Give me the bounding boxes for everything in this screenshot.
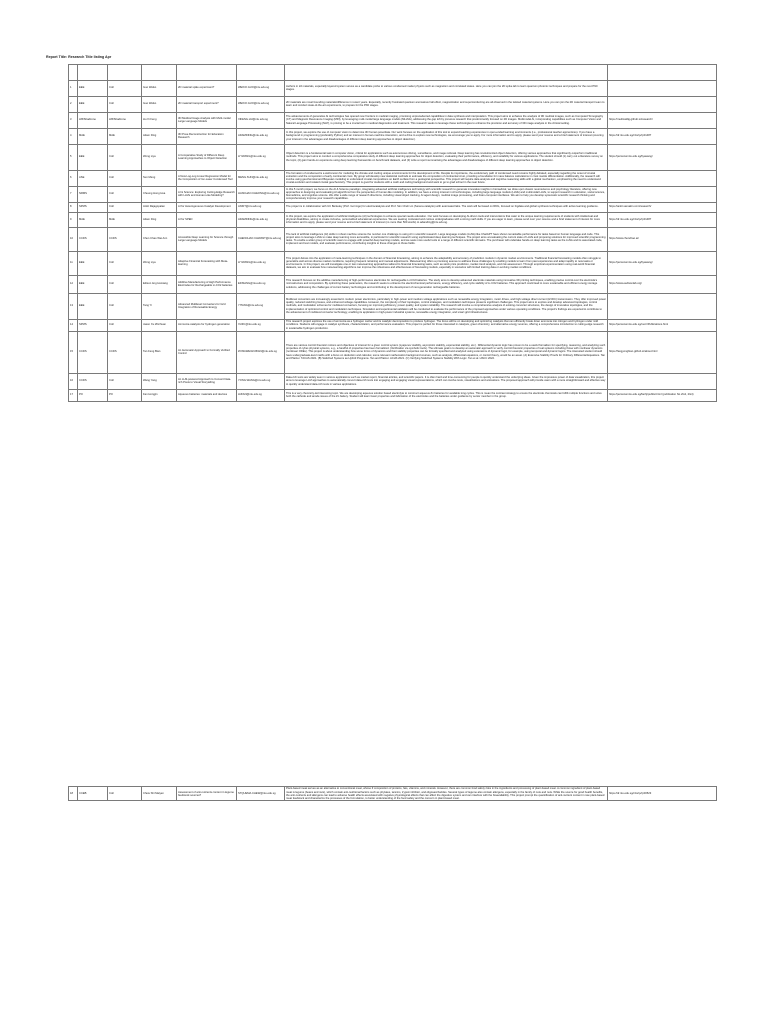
lab-cell: LIB/Shadzone: [108, 112, 142, 128]
row-number-cell: 2: [69, 96, 78, 112]
department-cell: NRMS: [78, 186, 108, 202]
faculty-cell: Wang Yang: [142, 373, 177, 389]
description-cell: In this 5 month project, we focus on the AI & Science paradigm, integrating advanced artificial intelligence technology with scientific research to generate innovative insights in biomedical, we draw upon classic neuroscience and psychology literature, offering new approaches to designing and evaluating AI algorithms from the perspective of human-like modeling. In addition, we have a strong interest in AI technologies, including large language models (LLMs) and multimodal LLMs, to support research in education, social science, biomedicine, and cognitive science. We offer a wide range of research directions, including visual object tracking, AI agent design, medical image processing, and brain-computer interfaces. We aim to help you develop systematic scientific research thinking and comprehensively improve your research capabilities.: [285, 186, 608, 202]
department-cell: SPMS: [78, 319, 108, 331]
row-number-cell: 14: [69, 319, 78, 331]
faculty-cell: Adam Ding: [142, 128, 177, 144]
description-cell: Multilevel converters are increasingly essential in modern power electronics, particularly in high-power and medium-voltage applications such as renewable energy integration, motor drives, and high-voltage direct current (HVDC) transmission. They offer improved power quality, reduced switching losses, and enhanced voltage capabilities. However, the complexity of their topologies, control strategies, and modulation techniques presents significant challenges. This project aims to explore and develop advanced topologies, control methods, and modulation schemes for multilevel converters, focusing on improving efficiency, power quality, and system reliability. The research will involve a comprehensive analysis of existing converter structures, the design of innovative topologies, and the implementation of optimized control and modulation techniques. Simulation and experimental validation will be conducted to evaluate the performance of the proposed approaches under various operating conditions. The project's findings are expected to contribute to the advancement of multilevel converter technology, enabling its application in high-power industrial systems, renewable energy integration, and smart grid infrastructures.: [285, 293, 608, 319]
project-title-cell: 2D material spike experiment?: [177, 80, 237, 96]
header-cell: [608, 65, 717, 81]
table-row: [69, 128, 717, 144]
lab-cell: PO: [108, 389, 142, 401]
table-row: [69, 251, 717, 275]
department-cell: EEE: [78, 251, 108, 275]
department-cell: EEE: [78, 80, 108, 96]
faculty-cell: Chew Shi Maiyen: [142, 787, 177, 801]
project-title-cell: Additive Manufacturing of High Performance Electrodes for Rechargeable Li-CO2 batteries: [177, 275, 237, 293]
link-cell: [608, 373, 717, 389]
header-cell: [142, 65, 177, 81]
link-cell[interactable]: https://personal.ntu.edu.sg/liyawang/: [608, 251, 717, 275]
lab-cell: Coll: [108, 787, 142, 801]
lab-cell: Coll: [108, 96, 142, 112]
lab-cell: Coll: [108, 373, 142, 389]
link-cell[interactable]: https://dr.ntu.edu.sg/cris/rp/rp01487: [608, 128, 717, 144]
row-number-cell: 7: [69, 186, 78, 202]
description-cell: 2D materials are novel bounding materials/difference in recent years. Especially, recently frustrated quantum anomalous hall effect, magnetization and superconducting are all observed in the twisted material systems. Here you can join the 2D material transport team to learn and conduct state-of-the-art experiments, to prepare for the PhD stages.: [285, 96, 608, 112]
department-cell: EEE: [78, 293, 108, 319]
project-title-cell: An LLM-powered Approach to Convert Data-rich Posts to Visual Storytelling: [177, 373, 237, 389]
lab-cell: Coll: [108, 275, 142, 293]
email-cell: EDISANG@ntu.edu.sg: [237, 275, 285, 293]
header-cell: [78, 65, 108, 81]
department-cell: CCDS: [78, 331, 108, 373]
project-title-cell: Adaptive Financial Forecasting with Meta-learning: [177, 251, 237, 275]
row-number-cell: 18: [69, 787, 78, 801]
link-cell[interactable]: https://www.chenchao.ai/: [608, 227, 717, 251]
header-cell: [237, 65, 285, 81]
link-cell: [608, 186, 717, 202]
row-number-cell: 12: [69, 275, 78, 293]
email-cell: ANKIT@ntu.edu.sg: [237, 202, 285, 212]
department-cell: MAE: [78, 128, 108, 144]
lab-cell: Coll: [108, 293, 142, 319]
email-cell: HANCHAO.CHEONG@ntu.edu.sg: [237, 186, 285, 202]
link-cell[interactable]: https://dr.ntu.edu.sg/cris/rp/rp01487: [608, 212, 717, 227]
lab-cell: CCDS: [108, 331, 142, 373]
lab-cell: Coll: [108, 251, 142, 275]
table-row: [69, 80, 717, 96]
email-cell: XUZC@ntu.edu.sg: [237, 319, 285, 331]
faculty-cell: Fan Hongjin: [142, 389, 177, 401]
email-cell: ADAMDING@ntu.edu.sg: [237, 128, 285, 144]
description-cell: Plant-based meat serves as an alternative to conventional meat, whose # composition of proteins, fats, vitamins, and minerals. However, there are common food safety risks in the ingredients and processing of plant-based meat. A common ingredient of plant-based meat is legume (beans and nuts), which contain anti-nutritional factors such as phytates, tannins, trypsin inhibitor, and oligosaccharides. Several types of legume also contain allergens, especially in the family of nuts and nuts. While the source for good health benefits, the anti-nutrients and allergens can lead to adverse health effects associated with negative physiological effects that can affect the digestive system and can interfere with the bioavailability. This project prompt the quantification of anti-nutrient content in raw plant-based meat feedstock and characterize the processes of the formulation, to better understanding of the food safety and the concern in plant-based meat.: [285, 787, 608, 801]
description-cell: This research project explores the use of ammonia as a hydrogen carrier and its catalytic decomposition to produce hydrogen. The focus will be on developing and optimizing catalysts that can efficiently break down ammonia into nitrogen and hydrogen under mild conditions. Students will engage in catalyst synthesis, characterization, and performance evaluation. This project is perfect for those interested in catalysis, green chemistry, and alternative energy sources, offering a comprehensive introduction to cutting-edge research in sustainable hydrogen production.: [285, 319, 608, 331]
department-cell: ASE: [78, 170, 108, 186]
lab-cell: Coll: [108, 80, 142, 96]
table-row: [69, 144, 717, 170]
department-cell: EEE: [78, 96, 108, 112]
project-title-cell: 3D Medical Image Analysis with Multi-modal Large Language Models: [177, 112, 237, 128]
description-cell: There are various control theoretic notions and objectives of interest for a given control system (Lyapunov stability, asymptotic stability, exponential stability, etc.). Differential dynamic logic has proven to be a useful formalism for specifying, reasoning, and analyzing such properties of cyber-physical systems, e.g., a handful of properties has been formalized. (Verification via symbolic tools). The ultimate goal is to develop an automatic approach to verify control theoretic properties of real systems including those with nonlinear dynamics (nonlinear ODEs). This project is about understanding how some forms of dynamics and their stability properties can be formally specified and analyzed using extensions of dynamic logic, for example, using temporal and dynamic logics. The interested student should have undergraduate-level maths with a focus on deduction and calculus; some relevant mathematics background courses, such as analysis, differential equations, or control theory, would be an asset. (A) Extensive Stability Proofs for Ordinary Differential Equations. Tan and Platzer. TACAS 2021. (B) Switched Systems as Hybrid Programs. Tan and Platzer. ACHS 2021. (C) Verifying Switched Systems Stability With Logic. Tan et al. HSCC 2022.: [285, 331, 608, 373]
description-cell: This research focuses on the additive manufacturing of high-performance electrodes for rechargeable Li-CO2 batteries. The study aims to develop advanced electrode materials using innovative 3D printing techniques, enabling precise control over the electrode's microstructure and composition. By optimizing these parameters, the research seeks to enhance the electrochemical performance, energy efficiency, and cycle stability of Li-CO2 batteries. This approach could lead to more sustainable and efficient energy storage solutions, addressing the challenges of current battery technologies and contributing to the development of next-generation rechargeable batteries.: [285, 275, 608, 293]
header-row: [69, 65, 717, 81]
faculty-cell: Edison Ang Huixiang: [142, 275, 177, 293]
project-title-cell: Ammonia catalysts for hydrogen generation: [177, 319, 237, 331]
lab-cell: Coll: [108, 170, 142, 186]
row-number-cell: 8: [69, 202, 78, 212]
email-cell: WEIKO.GUO@ntu.edu.sg: [237, 80, 285, 96]
link-cell[interactable]: https://dr.ntu.edu.sg/cris/rp/rp00523: [608, 787, 717, 801]
faculty-cell: Wong Liya: [142, 251, 177, 275]
table-row: [69, 787, 717, 801]
email-cell: XIFENG.HU@ntu.edu.sg: [237, 112, 285, 128]
table-row: [69, 275, 717, 293]
lab-cell: CCDS: [108, 227, 142, 251]
row-number-cell: 4: [69, 128, 78, 144]
lab-cell: Coll: [108, 202, 142, 212]
description-cell: The project is in collaboration with UC Berkeley (Prof. Gori Ago) for electrocatalysis and Prof. Sim Cheh Lin (Serena catalysis) with automated labs. The work will be based on RDG, focused on bigdata and global synthesis techniques with active learning guidance.: [285, 202, 608, 212]
table-row: [69, 212, 717, 227]
faculty-cell: Cheung Hong Hua: [142, 186, 177, 202]
table-row: [69, 389, 717, 401]
research-listing-table: [68, 64, 717, 402]
lab-cell: Coll: [108, 186, 142, 202]
description-cell: In this project, we explore the use of computer vision to determine 3D human pose/data. Our work focuses on the application of this tool to expand teaching experiences in open-ended learning environments (i.e., professional teacher apprentices). If you have a background in programming (preferably Python) and an interest in human-machine interaction, and a drive to explore new technologies, we encourage you to apply. For more information and to apply, please send your resume and a brief statement of interest (covering your interest in the advantages and disadvantages of different deep learning approaches to object detection).: [285, 128, 608, 144]
description-cell: Object detection is a fundamental task in computer vision, critical for applications such as autonomous driving, surveillance, and image retrieval. Deep learning has revolutionized object detection, offering various approaches that significantly outperform traditional methods. This project aims to conduct a comprehensive comparative study of different deep learning approaches for object detection, evaluating their performance, efficiency, and suitability for various applications. The student should (1) carry out a literature survey on the topic, (2) gain hands-on experience using deep learning frameworks on benchmark datasets, and (3) write a report summarising the advantages and disadvantages of different deep learning approaches to object detection.: [285, 144, 608, 170]
row-number-cell: 1: [69, 80, 78, 96]
email-cell: STQUEMA.CHEW@ntu.edu.sg: [237, 787, 285, 801]
link-cell: [608, 80, 717, 96]
project-title-cell: AI & Science: Exploring Cutting-Edge Research with LLMs and Human-Like Modeling?: [177, 186, 237, 202]
department-cell: EEE: [78, 275, 108, 293]
email-cell: LIYWANG@ntu.edu.sg: [237, 144, 285, 170]
row-number-cell: 5: [69, 144, 78, 170]
row-number-cell: 15: [69, 331, 78, 373]
project-title-cell: Advanced Multilevel Converters for Grid Integration of Renewable Energy: [177, 293, 237, 319]
description-cell: This project delves into the application of meta-learning techniques in the domain of financial forecasting, aiming to enhance the adaptability and accuracy of prediction models in dynamic market environments. Traditional financial forecasting models often struggle to generalize well across diverse market conditions, requiring frequent retraining and manual adjustments. Meta-learning offers a promising avenue to address these challenges by enabling models to learn from past experiences and adapt rapidly to new tasks or environments. In this project, we will investigate one or two meta-learning approaches tailored to financial forecasting tasks, such as stock price prediction, market trend analysis, and risk assessment. Through empirical experimentation using real-world financial datasets, we aim to evaluate how meta-learning algorithms can improve the robustness and effectiveness of forecasting models, especially in scenarios with limited training data or evolving market conditions.: [285, 251, 608, 275]
lab-cell: Coll: [108, 144, 142, 170]
faculty-cell: Tang Yi: [142, 293, 177, 319]
link-cell[interactable]: https://ankit.sarvakin.com/research/: [608, 202, 717, 212]
link-cell[interactable]: https://personal.ntu.edu.sg/liyawang/: [608, 144, 717, 170]
project-title-cell: AI for Heterogeneous Catalyst Development: [177, 202, 237, 212]
project-title-cell: An Automatic Approach to Formally Verified Control: [177, 331, 237, 373]
email-cell: YITANG@ntu.edu.sg: [237, 293, 285, 319]
department-cell: CCDS: [78, 373, 108, 389]
link-cell: [608, 96, 717, 112]
department-cell: LIB/Shadzone: [78, 112, 108, 128]
project-title-cell: Aqueous batteries: materials and devices: [177, 389, 237, 401]
project-title-cell: A Comparative Study of Different Deep Learning Approaches to Object Detection: [177, 144, 237, 170]
faculty-cell: Sun Meng: [142, 170, 177, 186]
department-cell: CCDS: [78, 227, 108, 251]
table-row: [69, 373, 717, 389]
row-number-cell: 3: [69, 112, 78, 128]
lab-cell: MAE: [108, 212, 142, 227]
faculty-cell: Adam Ding: [142, 212, 177, 227]
faculty-cell: Guo Weiko: [142, 80, 177, 96]
project-title-cell: AI for SPED: [177, 212, 237, 227]
header-cell: [285, 65, 608, 81]
description-cell: Authors in 2d materials, especially layered system serves as a candidate probe to various condensed matter physics such as magnetism and correlated states. Here you can join the 2D spike lab to learn quantum photonic techniques and prepare for the next PhD stages.: [285, 80, 608, 96]
faculty-cell: Wong Liya: [142, 144, 177, 170]
header-cell: [69, 65, 78, 81]
email-cell: ADAMDING@ntu.edu.sg: [237, 212, 285, 227]
row-number-cell: 11: [69, 251, 78, 275]
row-number-cell: 13: [69, 293, 78, 319]
link-cell[interactable]: https://fangyongbian.github.io/about.html: [608, 331, 717, 373]
table-row: [69, 227, 717, 251]
department-cell: PO: [78, 389, 108, 401]
email-cell: CHENCHAO.CHWANT@ntu.edu.sg: [237, 227, 285, 251]
faculty-cell: Chen Chao Wei Ann: [142, 227, 177, 251]
email-cell: WEIKO.GUO@ntu.edu.sg: [237, 96, 285, 112]
report-title: Report Title: Research Title listing Apr: [46, 55, 112, 59]
department-cell: MAE: [78, 212, 108, 227]
description-cell: The lack of artificial intelligence (AI) skills in robust machine science the number one challenge to using AI in scientific research. Large language models (LLMs) like ChatGPT have shown remarkable performance for tasks based on human language and code. This project aims to leverage LLMs to make deep learning more accessible, in particular for scientific research using sophisticated deep learning techniques. The project aims at evaluating the current state of LLMs and proposing solutions for improved scientific programming tasks. To enable a wider group of scientific users to engage with powerful deep learning models, and we seek more useful tools to a range of different scientific domains. The purchaser will undertake hands-on deep learning tasks as the LLMs and its associated code, implement and test models, and evaluate performance, contributing insights to these changes to those fields.: [285, 227, 608, 251]
project-title-cell: Accessible Deep Learning for Science through Large Language Models: [177, 227, 237, 251]
table-row: [69, 96, 717, 112]
header-cell: [177, 65, 237, 81]
link-cell: [608, 170, 717, 186]
project-title-cell: 3D Pose Reconstruction for Education Research: [177, 128, 237, 144]
description-cell: The formation of condensed is a well-known for modeling the climate and cooling unique environments for the development of life. Despite its importance, the evolutionary path of condensed need remains highly debated, especially regarding the onset of crustal extraction and the composition of early continental crust. My group will develop new statistical methods to estimate the composition of continental crust, providing a foundation for mass balance calculations in crust mantle differentiation. Additionally, the research will involve using geochemical and Bayesian modeling to understand crustal compositions on Earth surface from a geological perspective. This project will require data analysis and cognitive reasoning skills with a global mechanism, emphasizing the need to understand crustal evolution and related crustal geochemistry. This project is good for students with a math and coding background and want to go to grad school in the near future.: [285, 170, 608, 186]
row-number-cell: 6: [69, 170, 78, 186]
table-row: [69, 331, 717, 373]
department-cell: CCEB: [78, 787, 108, 801]
description-cell: The advancements of generative AI technologies has opened new frontiers in medical imaging, promising unprecedented capabilities in data synthesis and interpretation. This project aims to enhance the analysis of 3D medical images, such as Computed Tomography (CT) and Magnetic Resonance Imaging (MRI), by leveraging multi-modal large language models (MLLMs), addressing the gap left by previous research that predominantly focused on 2D images. Multimodal AI, incorporating capabilities such as Computer Vision and Natural Language Processing (NLP), is proving to be a crucial tool in medical diagnostics and treatment. This research seeks to leverage these technologies to enhance the precision and accuracy of 3D image analysis in the clinical setting.: [285, 112, 608, 128]
description-cell: Data-rich texts are widely seen in various applications such as market report, financial articles, and scientific papers. It is often hard and time-consuming for people to quickly understand the underlying ideas. Given the impressive power of data visualization, this project aims to leverage LLM approaches to automatically convert data-rich texts into engaging and engaging visual representations, which can involve texts, visualizations and animations. The proposed approach will provide users with a more straightforward and effective way to quickly understand data-rich texts in various applications.: [285, 373, 608, 389]
row-number-cell: 10: [69, 227, 78, 251]
description-cell: In this project, we explore the application of artificial intelligence (AI) technologies to enhance special needs education. Our work focuses on developing AI-driven tools and interventions that cater to the unique learning requirements of students with intellectual and physical disabilities, aiming to create inclusive, personalized educational experiences. We are seeking motivated and curious undergraduates with a strong math skills. If you are eager to learn, please send over your resume and a brief statement of interest for more information and to apply, please send your resume and a brief statement of interest (no more than 500 words) to adamding@ntu.edu.sg.: [285, 212, 608, 227]
project-title-cell: 2D material transport experiment?: [177, 96, 237, 112]
lab-cell: MAE: [108, 128, 142, 144]
email-cell: YONG.WANG@ntu.edu.sg: [237, 373, 285, 389]
lab-cell: Coll: [108, 319, 142, 331]
email-cell: ZONGWEIAN.BIAN@ntu.edu.sg: [237, 331, 285, 373]
faculty-cell: Ankit Rajagopalan: [142, 202, 177, 212]
description-cell: This is a very chemistry-led interesting topic. We are developing aqueous solution based electrolyte to construct aqueous Zn batteries for available long cycles. This is mean the contrast strategy to ensure the electrode chemicals can fulfill multiple functions and solve both the cathode and anode issues of the Zn battery. Student will learn basic properties and fabrication of the electrodes and the batteries under guidance by senior member in the group.: [285, 389, 608, 401]
link-cell[interactable]: https://medicaldig.github.io/research/: [608, 112, 717, 128]
table-row: [69, 170, 717, 186]
email-cell: HJFAN@ntu.edu.sg: [237, 389, 285, 401]
department-cell: SPMS: [78, 202, 108, 212]
project-title-cell: Assessment of anti-nutrients content in legume feedstock sources?: [177, 787, 237, 801]
link-cell[interactable]: https://personal.ntu.edu.sg/fanhj/publist.html (publication No 2G2, 2G4): [608, 389, 717, 401]
department-cell: EEE: [78, 144, 108, 170]
faculty-cell: Jason Xu Zhichuan: [142, 319, 177, 331]
row-number-cell: 17: [69, 389, 78, 401]
email-cell: LIYWANG@ntu.edu.sg: [237, 251, 285, 275]
email-cell: MENG.SUN@ntu.edu.sg: [237, 170, 285, 186]
table-row: [69, 186, 717, 202]
link-cell: [608, 293, 717, 319]
research-listing-table-continued: [68, 786, 717, 801]
link-cell[interactable]: https://www.eedisonlab.org/: [608, 275, 717, 293]
table-row: [69, 293, 717, 319]
link-cell[interactable]: https://personal.ntu.edu.sg/xuzc/Publications.html: [608, 319, 717, 331]
row-number-cell: 9: [69, 212, 78, 227]
table-row: [69, 112, 717, 128]
faculty-cell: Hu Xi Feng: [142, 112, 177, 128]
row-number-cell: 16: [69, 373, 78, 389]
header-cell: [108, 65, 142, 81]
table-row: [69, 202, 717, 212]
faculty-cell: Guo Weiko: [142, 96, 177, 112]
project-title-cell: A New Log-Log Linear Regression Model for the Composition of Ion-Laser Condensed Tool: [177, 170, 237, 186]
table-row: [69, 319, 717, 331]
faculty-cell: Tan Feng Bian: [142, 331, 177, 373]
